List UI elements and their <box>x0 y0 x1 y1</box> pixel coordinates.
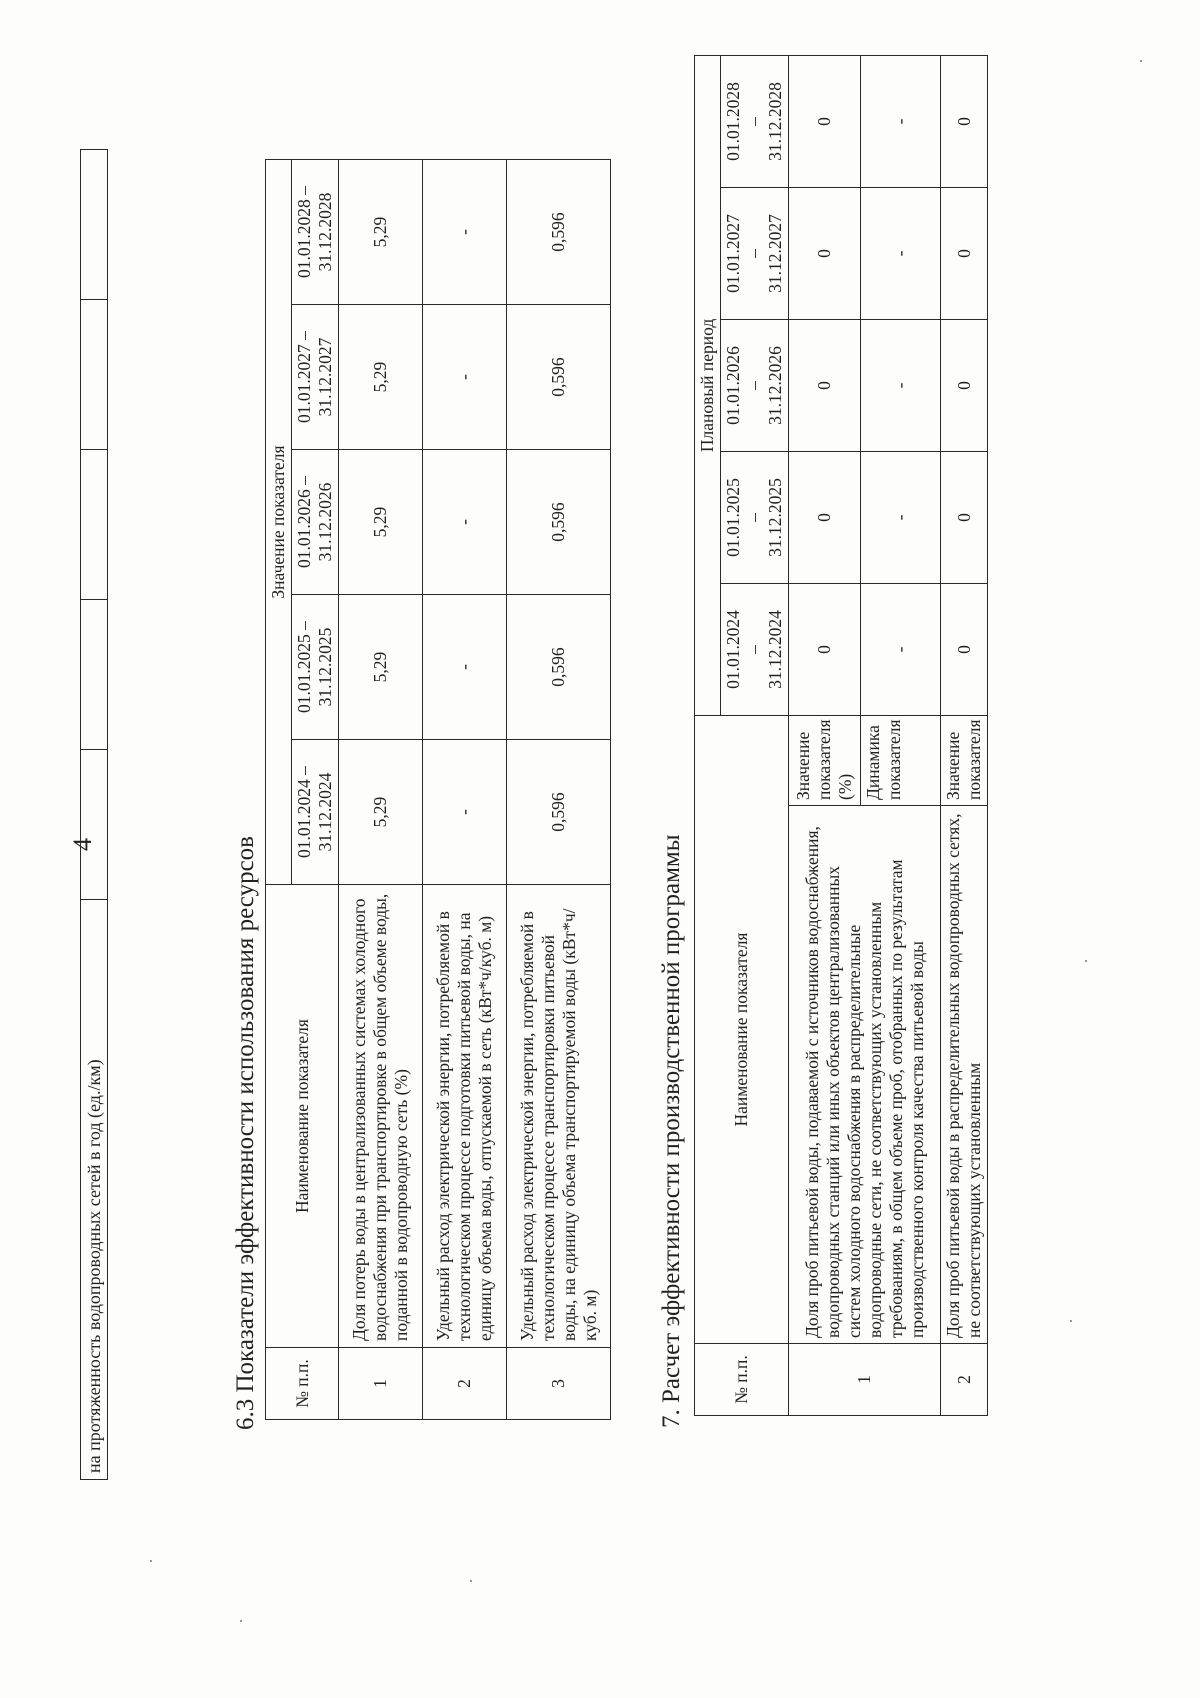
sub-indicator-label: Значение показателя (%) <box>789 715 861 805</box>
period-dash: – <box>744 381 764 390</box>
table-cell <box>81 300 108 450</box>
column-header-name: Наименование показателя <box>695 715 789 1343</box>
value-cell: 0 <box>789 451 861 583</box>
indicator-name: Доля проб питьевой воды, подаваемой с источников водоснабжения, водопроводных станций или иных объектов централизованных систем холодного водоснабжения в распределительные водопроводные сети, не соответствующих установленным требованиям, в общем объеме проб, отобранных по результатам производственного контроля качества питьевой воды <box>789 806 941 1344</box>
column-header-number: № п.п. <box>695 1344 789 1416</box>
value-cell: - <box>861 187 941 319</box>
sub-indicator-label: Динамика показателя <box>861 715 941 805</box>
resource-efficiency-table <box>265 159 611 1420</box>
value-cell: 0 <box>941 319 988 451</box>
period-to: 31.12.2027 <box>765 214 785 293</box>
period-from: 01.01.2025 <box>723 478 743 557</box>
period-header: 01.01.2027 – 31.12.2027 <box>292 305 339 450</box>
value-cell: - <box>861 319 941 451</box>
column-header-name: Наименование показателя <box>266 885 339 1348</box>
value-cell: 0 <box>789 187 861 319</box>
table-header-row <box>266 159 292 1419</box>
fragment-label: на протяженность водопроводных сетей в год (ед./км) <box>81 900 108 1480</box>
value-cell: 0 <box>789 583 861 715</box>
value-cell: - <box>423 305 507 450</box>
table-row <box>941 55 988 1415</box>
period-header: 01.01.2025 – 31.12.2025 <box>292 595 339 740</box>
row-number: 1 <box>789 1344 941 1416</box>
value-cell: - <box>423 595 507 740</box>
value-cell: 0,596 <box>507 595 611 740</box>
value-cell: - <box>423 450 507 595</box>
period-header <box>721 55 789 187</box>
value-cell: 0 <box>789 55 861 187</box>
period-header <box>721 451 789 583</box>
period-dash: – <box>744 645 764 654</box>
table-row <box>507 159 611 1419</box>
period-from: 01.01.2026 <box>723 346 743 425</box>
column-header-value-group: Значение показателя <box>266 159 292 884</box>
period-to: 31.12.2026 <box>765 346 785 425</box>
period-to: 31.12.2024 <box>765 610 785 689</box>
row-number: 3 <box>507 1348 611 1420</box>
value-cell: - <box>861 451 941 583</box>
value-cell: 5,29 <box>339 450 423 595</box>
value-cell: 0,596 <box>507 450 611 595</box>
table-row <box>339 159 423 1419</box>
scan-speck <box>1140 60 1142 62</box>
row-number: 2 <box>941 1344 988 1416</box>
period-from: 01.01.2024 <box>723 610 743 689</box>
table-header-row <box>695 55 721 1415</box>
column-header-number: № п.п. <box>266 1348 339 1420</box>
value-cell: - <box>423 740 507 885</box>
value-cell: 0 <box>789 319 861 451</box>
period-header <box>721 583 789 715</box>
value-cell: 0 <box>941 187 988 319</box>
period-header: 01.01.2024 – 31.12.2024 <box>292 740 339 885</box>
period-from: 01.01.2028 <box>723 82 743 161</box>
indicator-name: Удельный расход электрической энергии, потребляемой в технологическом процессе подготовки питьевой воды, на единицу объема воды, отпускаемой в сеть (кВт*ч/куб. м) <box>423 885 507 1348</box>
value-cell: - <box>861 583 941 715</box>
period-from: 01.01.2027 <box>723 214 743 293</box>
indicator-name: Доля проб питьевой воды в распределительных водопроводных сетях, не соответствующих установленным <box>941 806 988 1344</box>
value-cell: 5,29 <box>339 305 423 450</box>
table-cell <box>81 450 108 600</box>
period-header <box>721 187 789 319</box>
scan-speck <box>240 1620 242 1622</box>
period-to: 31.12.2025 <box>765 478 785 557</box>
scan-speck <box>1085 960 1087 962</box>
indicator-name: Доля потерь воды в централизованных системах холодного водоснабжения при транспортировке в общем объеме воды, поданной в водопроводную сеть (%) <box>339 885 423 1348</box>
value-cell: 0,596 <box>507 305 611 450</box>
value-cell: 0 <box>941 583 988 715</box>
scan-speck <box>1070 1320 1072 1322</box>
row-number: 2 <box>423 1348 507 1420</box>
value-cell: 5,29 <box>339 595 423 740</box>
table-row <box>423 159 507 1419</box>
period-header <box>721 319 789 451</box>
indicator-name: Удельный расход электрической энергии, потребляемой в технологическом процессе транспортировки питьевой воды, на единицу объема транспортируемой воды (кВт*ч/куб. м) <box>507 885 611 1348</box>
period-header: 01.01.2028 – 31.12.2028 <box>292 159 339 304</box>
period-dash: – <box>744 249 764 258</box>
value-cell: 0,596 <box>507 740 611 885</box>
value-cell: 0 <box>941 55 988 187</box>
sub-indicator-label: Значение показателя <box>941 715 988 805</box>
value-cell: 0,596 <box>507 159 611 304</box>
column-header-plan-group: Плановый период <box>695 55 721 715</box>
period-dash: – <box>744 513 764 522</box>
scan-speck <box>150 1560 152 1562</box>
section-7-title: 7. Расчет эффективности производственной программы <box>658 834 685 1428</box>
section-6-3-title: 6.3 Показатели эффективности использования ресурсов <box>232 836 259 1430</box>
period-header: 01.01.2026 – 31.12.2026 <box>292 450 339 595</box>
previous-table-fragment <box>80 149 108 1480</box>
value-cell: 5,29 <box>339 159 423 304</box>
value-cell: - <box>861 55 941 187</box>
scan-speck <box>470 1580 472 1582</box>
value-cell: 0 <box>941 451 988 583</box>
table-row <box>789 55 861 1415</box>
table-row <box>81 150 108 1480</box>
period-dash: – <box>744 117 764 126</box>
table-cell <box>81 600 108 750</box>
row-number: 1 <box>339 1348 423 1420</box>
table-cell <box>81 750 108 900</box>
value-cell: - <box>423 159 507 304</box>
value-cell: 5,29 <box>339 740 423 885</box>
period-to: 31.12.2028 <box>765 82 785 161</box>
production-program-efficiency-table <box>694 55 988 1416</box>
page-number: 4 <box>68 838 97 851</box>
table-cell <box>81 150 108 300</box>
